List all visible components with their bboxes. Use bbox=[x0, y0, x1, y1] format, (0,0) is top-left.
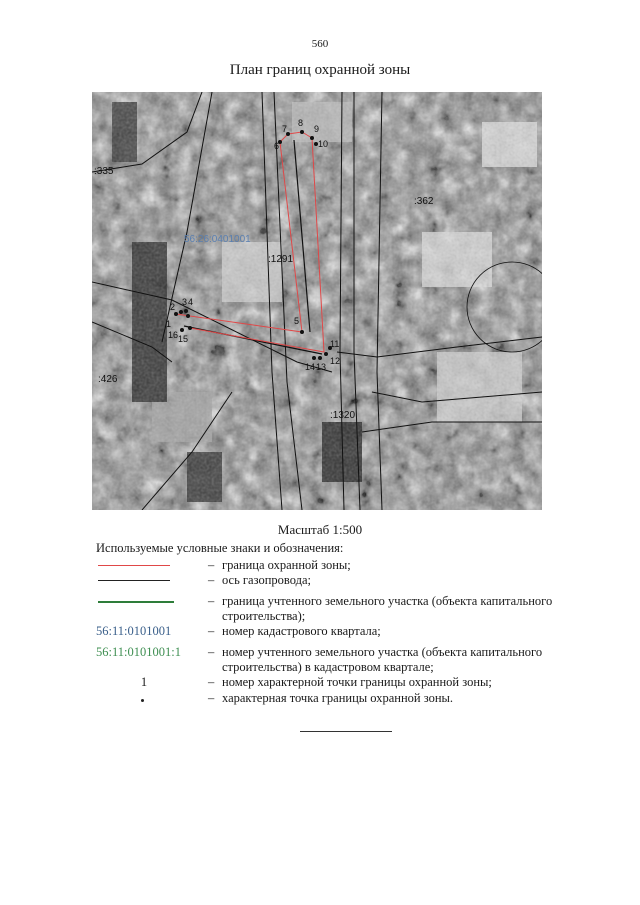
legend-row-point-number: 1 – номер характерной точки границы охранной зоны; bbox=[96, 675, 576, 691]
legend-text: граница охранной зоны; bbox=[222, 558, 351, 572]
page-title: План границ охранной зоны bbox=[229, 62, 411, 78]
point-label-1: 1 bbox=[166, 319, 172, 329]
point-label-10: 10 bbox=[318, 139, 329, 149]
legend-symbol-label: 56:11:0101001:1 bbox=[96, 645, 181, 659]
grain bbox=[92, 92, 542, 510]
legend-row-zone-boundary: – граница охранной зоны; bbox=[96, 558, 576, 574]
point-label-16: 16 bbox=[168, 330, 179, 340]
legend-row-parcel-number: 56:11:0101001:1 – номер учтенного земельного участка (объекта капитального строительства) в кадастровом квартале; bbox=[96, 645, 576, 677]
legend-row-parcel-boundary: – граница учтенного земельного участка (объекта капитального строительства); bbox=[96, 594, 576, 626]
point-label-15: 15 bbox=[178, 334, 189, 344]
point-label-12: 12 bbox=[330, 356, 341, 366]
legend-text: номер учтенного земельного участка (объекта капитального строительства) в кадастровом квартале; bbox=[222, 645, 543, 674]
legend-text: номер кадастрового квартала; bbox=[222, 624, 381, 638]
parcel-label-335: :335 bbox=[94, 166, 114, 177]
point-label-5: 5 bbox=[294, 316, 300, 326]
aerial-map bbox=[92, 92, 542, 510]
legend-text: граница учтенного земельного участка (объекта капитального строительства); bbox=[222, 594, 553, 623]
point-label-3: 3 bbox=[182, 297, 188, 307]
point-label-9: 9 bbox=[314, 124, 320, 134]
cadastral-quarter-label: 56:26:0401001 bbox=[184, 234, 251, 245]
parcel-label-426: :426 bbox=[98, 374, 118, 385]
legend-text: номер характерной точки границы охранной зоны; bbox=[222, 675, 492, 689]
legend-row-zone-point: – характерная точка границы охранной зоны. bbox=[96, 691, 576, 707]
legend-text: характерная точка границы охранной зоны. bbox=[222, 691, 454, 705]
point-label-8: 8 bbox=[298, 118, 304, 128]
parcel-label-1320: :1320 bbox=[330, 410, 356, 421]
point-label-7: 7 bbox=[282, 124, 288, 134]
point-label-6: 6 bbox=[274, 141, 280, 151]
green-line-symbol bbox=[98, 601, 174, 603]
point-label-11: 11 bbox=[330, 339, 340, 349]
legend-symbol-label: 1 bbox=[140, 675, 148, 689]
parcel-label-362: :362 bbox=[414, 196, 434, 207]
bottom-rule bbox=[300, 731, 392, 732]
point-label-2: 2 bbox=[170, 302, 176, 312]
legend-symbol-label: 56:11:0101001 bbox=[96, 624, 172, 638]
red-line-symbol bbox=[98, 565, 170, 566]
legend-row-pipeline-axis: – ось газопровода; bbox=[96, 573, 576, 589]
legend-text: ось газопровода; bbox=[222, 573, 312, 587]
point-label-14: 14 bbox=[305, 362, 316, 372]
dot-symbol bbox=[141, 699, 144, 702]
point-label-4: 4 bbox=[188, 297, 194, 307]
legend-title: Используемые условные знаки и обозначения: bbox=[96, 541, 344, 555]
page-number: 560 bbox=[311, 38, 329, 50]
map-scale: Масштаб 1:500 bbox=[277, 522, 363, 537]
parcel-label-1291: :1291 bbox=[268, 254, 294, 265]
point-label-13: 13 bbox=[316, 362, 327, 372]
black-line-symbol bbox=[98, 580, 170, 581]
legend-row-cadastral-quarter: 56:11:0101001 – номер кадастрового квартала; bbox=[96, 624, 576, 640]
